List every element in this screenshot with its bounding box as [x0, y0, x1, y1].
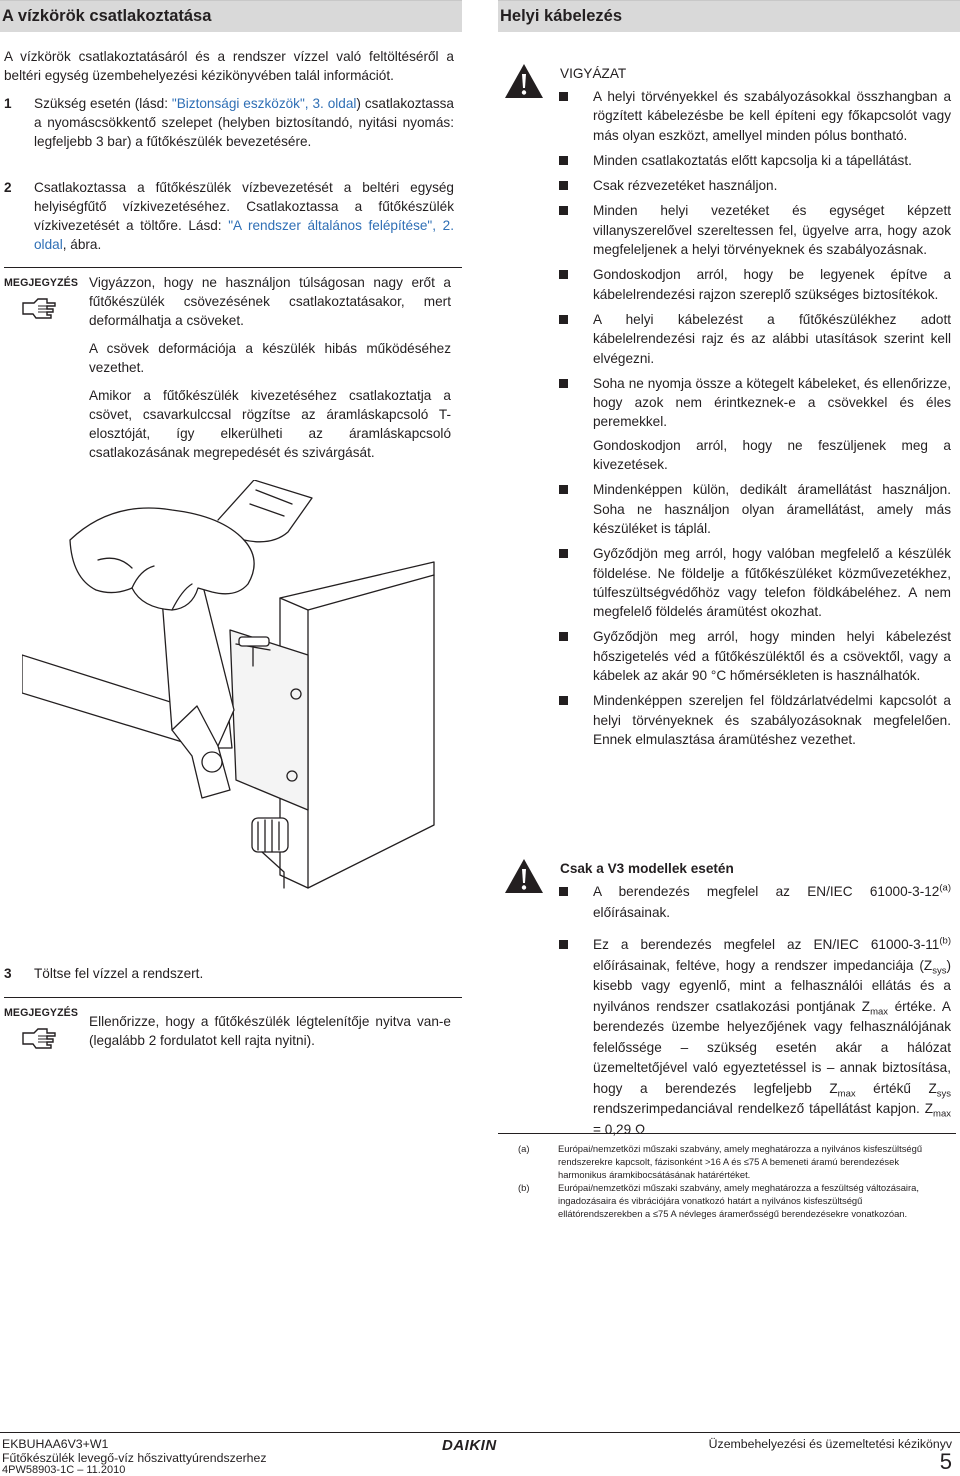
list-item: Mindenképpen szereljen fel földzárlatvédelmi kapcsolót a helyi törvényeknek és szabályozásoknak megfelelően. Ennek elmulasztása áramütéshez vezethet. [559, 691, 951, 749]
page-number: 5 [939, 1449, 952, 1474]
bullet-square-icon [559, 181, 568, 190]
footer-manual-title: Üzembehelyezési és üzemeltetési kézikönyv [708, 1437, 952, 1451]
step-1 [4, 94, 454, 151]
footer-docnum: 4PW58903-1C – 11.2010 [2, 1464, 126, 1476]
list-item: Győződjön meg arról, hogy minden helyi kábelezést hőszigetelés véd a fűtőkészüléktől és a csövektől, vagy a kábelek az akár 90 °C hőmérsékleten is használhatók. [559, 627, 951, 685]
footer-divider [0, 1432, 960, 1433]
list-item: A helyi törvényekkel és szabályozásokkal összhangban a rögzített kábelezésbe be kell építeni egy főkapcsolót vagy más olyan eszközt, amellyel minden pólus bontható. [559, 87, 951, 145]
warning-icon [504, 63, 544, 99]
bullet-square-icon [559, 156, 568, 165]
caution-list [559, 87, 951, 755]
right-column [498, 0, 960, 32]
bullet-square-icon [559, 940, 568, 949]
pipe-wrench-illustration [22, 480, 442, 908]
list-item: Minden csatlakoztatás előtt kapcsolja ki a tápellátást. [559, 151, 951, 170]
step-number: 3 [4, 966, 12, 981]
note-text: Ellenőrizze, hogy a fűtőkészülék légtelenítője nyitva van-e (legalább 2 fordulatot kell rajta nyitni). [89, 1014, 451, 1048]
note-divider [4, 997, 462, 998]
list-item: Mindenképpen külön, dedikált áramellátást használjon. Soha ne használjon olyan áramellátást, amely más készüléket is táplál. [559, 480, 951, 538]
footer-product: Fűtőkészülék levegő-víz hőszivattyúrendszerhez [2, 1451, 267, 1465]
list-item: Gondoskodjon arról, hogy ne feszüljenek meg a kivezetések. [593, 437, 951, 473]
step-number: 1 [4, 96, 12, 111]
brand-logo: DAIKIN [442, 1437, 497, 1454]
intro-paragraph: A vízkörök csatlakoztatásáról és a rendszer vízzel való feltöltéséről a beltéri egység üzembehelyezési kézikönyvében talál információt. [4, 49, 454, 83]
list-item: Minden helyi vezetéket és egységet képzett villanyszerelővel szereltessen fel, ügyelve arra, hogy azok megfeleljenek a helyi törvényeknek és szabályozásnak. [559, 201, 951, 259]
note-divider [4, 267, 462, 268]
pointing-hand-icon [22, 1027, 56, 1049]
list-item: A helyi kábelezést a fűtőkészülékhez adott kábelelrendezési rajz és az alábbi utasítások szerint kell elvégezni. [559, 310, 951, 368]
step-text: Töltse fel vízzel a rendszert. [34, 966, 204, 981]
bullet-square-icon [559, 549, 568, 558]
list-item: Győződjön meg arról, hogy valóban megfelelő a készülék földelése. Ne földelje a fűtőkészüléket közművezetékhez, túlfeszültségvédőhöz vagy telefon földkábeléhez. A nem megfelelő földelés áramütést okozhat. [559, 544, 951, 621]
footnote: (b) Európai/nemzetközi műszaki szabvány, amely meghatározza a feszültség változásaira, ingadozásaira és vibrációjára vonatkozó határt a nyilvános kisfeszültségű ellátórendszerekben a ≤75 A névleges áramerősségű berendezésekre vonatkozóan. [518, 1182, 919, 1219]
list-item: Ez a berendezés megfelel az EN/IEC 61000-3-11$^{(b)}$ előírásainak, feltéve, hogy a rendszer impedanciája $(Z_{sys})$ kisebb vagy egyenlő, mint a felhasználói ellátás és a nyilvános rendszer csatlakozási pontjának $Z_{max}$ értéke. A berendezés üzembe helyezőjének vagy felhasználójának felelőssége – szükség esetén akár a hálózat üzemeltetőjével való egyeztetéssel is – annak biztosítása, hogy a berendezés legfeljebb $Z_{max}$ értékű $Z_{sys}$ rendszerimpedanciával rendelkező tápellátást kapjon. $Z_{max} = 0,29$ Ω [559, 935, 951, 1140]
pointing-hand-icon [22, 297, 56, 319]
bullet-square-icon [559, 206, 568, 215]
footer-code: EKBUHAA6V3+W1 [2, 1437, 109, 1451]
step-text: Szükség esetén (lásd: "Biztonsági eszközök", 3. oldal) csatlakoztassa a nyomáscsökkentő szelepet (helyben biztosítandó, nyitási nyomás: legfeljebb 3 bar) a fűtőkészülék bevezetésére. [34, 96, 454, 149]
warning-icon [504, 858, 544, 894]
note-label: MEGJEGYZÉS [4, 1007, 78, 1019]
bullet-square-icon [559, 92, 568, 101]
step-2 [4, 178, 454, 254]
bullet-square-icon [559, 379, 568, 388]
v3-title: Csak a V3 modellek esetén [560, 861, 734, 876]
list-item: Csak rézvezetéket használjon. [559, 176, 951, 195]
list-item: Gondoskodjon arról, hogy be legyenek építve a kábelelrendezési rajzon szereplő szükséges biztosítékok. [559, 265, 951, 304]
footnote-divider [498, 1133, 956, 1134]
list-item: Soha ne nyomja össze a kötegelt kábeleket, és ellenőrizze, hogy azok nem érintkeznek-e a csövekkel és éles peremekkel. [559, 374, 951, 432]
cross-reference-link[interactable]: "Biztonsági eszközök", 3. oldal [171, 96, 357, 111]
section-heading-water: A vízkörök csatlakoztatása [0, 0, 462, 32]
v3-list [559, 882, 951, 1146]
bullet-square-icon [559, 632, 568, 641]
step-text: Csatlakoztassa a fűtőkészülék vízbevezetését a beltéri egység helyiségfűtő vízkivezetéséhez. Csatlakoztassa a fűtőkészülék vízkivezetését a töltőre. Lásd: "A rendszer általános felépítése", 2. oldal, ábra. [34, 180, 454, 252]
bullet-square-icon [559, 485, 568, 494]
cross-reference-link[interactable]: "A rendszer általános felépítése", 2. oldal [34, 218, 454, 252]
section-heading-wiring: Helyi kábelezés [498, 0, 960, 32]
bullet-square-icon [559, 315, 568, 324]
left-column [0, 0, 462, 32]
bullet-square-icon [559, 696, 568, 705]
note-label: MEGJEGYZÉS [4, 277, 78, 289]
step-3 [4, 964, 454, 983]
step-number: 2 [4, 180, 12, 195]
note-text: Vigyázzon, hogy ne használjon túlságosan nagy erőt a fűtőkészülék csövezésének csatlakoztatásakor, mert deformálhatja a csöveket. A csövek deformációja a készülék hibás működéséhez vezethet. Amikor a fűtőkészülék kivezetéséhez csatlakoztatja a csövet, csavarkulccsal rögzítse az áramláskapcsoló T-elosztóját, így elkerülheti az áramláskapcsoló csatlakozásának megrepedését és szivárgását. [89, 275, 451, 460]
bullet-square-icon [559, 887, 568, 896]
footnote: (a) Európai/nemzetközi műszaki szabvány, amely meghatározza a nyilvános kisfeszültségű rendszerekre kapcsolt, fázisonként >16 A és ≤75 A bemeneti áramú berendezések harmonikus áramkibocsátásának határértéket. [518, 1143, 923, 1180]
caution-title: VIGYÁZAT [560, 66, 627, 81]
bullet-square-icon [559, 270, 568, 279]
list-item: A berendezés megfelel az EN/IEC 61000-3-12$^{(a)}$ előírásainak. [559, 882, 951, 923]
